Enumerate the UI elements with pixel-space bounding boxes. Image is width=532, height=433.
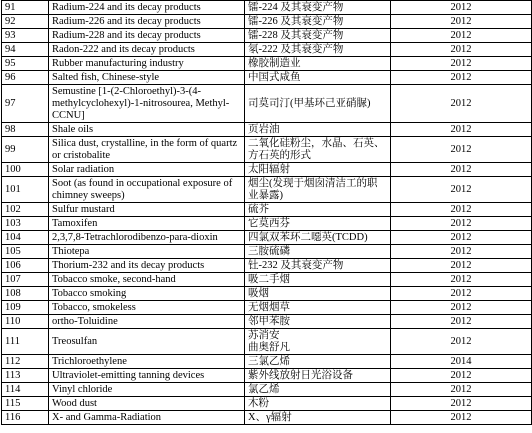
table-row [2, 71, 532, 85]
table-row [2, 355, 532, 369]
agent-name-chinese: 太阳辐射 [245, 163, 391, 177]
evaluation-year: 2012 [391, 287, 532, 301]
row-number: 111 [2, 329, 49, 355]
agent-name-chinese: 烟尘(发现于烟囱清洁工的职业暴露) [245, 177, 391, 203]
agent-name-chinese: 吸烟 [245, 287, 391, 301]
agent-name-english: Tamoxifen [49, 217, 245, 231]
agent-name-english: Radium-224 and its decay products [49, 1, 245, 15]
agent-name-chinese: 硫芥 [245, 203, 391, 217]
evaluation-year: 2012 [391, 177, 532, 203]
evaluation-year: 2012 [391, 217, 532, 231]
agent-name-english: Treosulfan [49, 329, 245, 355]
agent-name-english: 2,3,7,8-Tetrachlorodibenzo-para-dioxin [49, 231, 245, 245]
table-row [2, 397, 532, 411]
agent-name-english: Shale oils [49, 123, 245, 137]
agent-name-chinese: 木粉 [245, 397, 391, 411]
row-number: 114 [2, 383, 49, 397]
agent-name-english: Radon-222 and its decay products [49, 43, 245, 57]
evaluation-year: 2012 [391, 85, 532, 123]
evaluation-year: 2012 [391, 231, 532, 245]
row-number: 104 [2, 231, 49, 245]
evaluation-year: 2012 [391, 163, 532, 177]
table-row [2, 315, 532, 329]
row-number: 95 [2, 57, 49, 71]
row-number: 109 [2, 301, 49, 315]
agent-name-english: Salted fish, Chinese-style [49, 71, 245, 85]
agent-name-chinese: 四氯双苯环二噁英(TCDD) [245, 231, 391, 245]
row-number: 105 [2, 245, 49, 259]
evaluation-year: 2012 [391, 301, 532, 315]
agent-name-english: Tobacco smoking [49, 287, 245, 301]
evaluation-year: 2012 [391, 123, 532, 137]
agent-name-chinese: X、γ辐射 [245, 411, 391, 425]
table-row [2, 231, 532, 245]
agent-name-chinese: 无烟烟草 [245, 301, 391, 315]
table-row [2, 1, 532, 15]
table-row [2, 203, 532, 217]
row-number: 100 [2, 163, 49, 177]
row-number: 112 [2, 355, 49, 369]
row-number: 103 [2, 217, 49, 231]
agent-name-chinese: 镭-224 及其衰变产物 [245, 1, 391, 15]
table-row [2, 85, 532, 123]
evaluation-year: 2012 [391, 137, 532, 163]
row-number: 108 [2, 287, 49, 301]
table-row [2, 43, 532, 57]
agent-name-english: Thiotepa [49, 245, 245, 259]
agent-name-english: Thorium-232 and its decay products [49, 259, 245, 273]
agent-name-chinese: 二氧化硅粉尘，水晶、石英、方石英的形式 [245, 137, 391, 163]
agent-name-chinese: 镭-226 及其衰变产物 [245, 15, 391, 29]
agent-name-english: ortho-Toluidine [49, 315, 245, 329]
evaluation-year: 2012 [391, 57, 532, 71]
agent-name-english: Soot (as found in occupational exposure of chimney sweeps) [49, 177, 245, 203]
evaluation-year: 2012 [391, 383, 532, 397]
agent-name-chinese: 氯乙烯 [245, 383, 391, 397]
evaluation-year: 2012 [391, 369, 532, 383]
agent-name-english: Silica dust, crystalline, in the form of quartz or cristobalite [49, 137, 245, 163]
table-row [2, 383, 532, 397]
evaluation-year: 2012 [391, 15, 532, 29]
evaluation-year: 2012 [391, 397, 532, 411]
table-row [2, 287, 532, 301]
table-row [2, 259, 532, 273]
table-row [2, 15, 532, 29]
evaluation-year: 2012 [391, 273, 532, 287]
evaluation-year: 2014 [391, 355, 532, 369]
table-row [2, 329, 532, 355]
agent-name-english: Tobacco, smokeless [49, 301, 245, 315]
carcinogen-table [1, 0, 532, 425]
row-number: 91 [2, 1, 49, 15]
agent-name-chinese: 吸二手烟 [245, 273, 391, 287]
agent-name-english: Solar radiation [49, 163, 245, 177]
table-row [2, 273, 532, 287]
agent-name-english: Semustine [1-(2-Chloroethyl)-3-(4-methylcyclohexyl)-1-nitrosourea, Methyl-CCNU] [49, 85, 245, 123]
agent-name-english: X- and Gamma-Radiation [49, 411, 245, 425]
row-number: 107 [2, 273, 49, 287]
agent-name-chinese: 司莫司汀(甲基环己亚硝脲) [245, 85, 391, 123]
evaluation-year: 2012 [391, 315, 532, 329]
agent-name-chinese: 中国式咸鱼 [245, 71, 391, 85]
table-row [2, 245, 532, 259]
agent-name-chinese: 页岩油 [245, 123, 391, 137]
row-number: 99 [2, 137, 49, 163]
agent-name-english: Tobacco smoke, second-hand [49, 273, 245, 287]
table-row [2, 177, 532, 203]
evaluation-year: 2012 [391, 259, 532, 273]
agent-name-english: Radium-226 and its decay products [49, 15, 245, 29]
row-number: 110 [2, 315, 49, 329]
row-number: 113 [2, 369, 49, 383]
row-number: 98 [2, 123, 49, 137]
row-number: 94 [2, 43, 49, 57]
agent-name-chinese: 钍-232 及其衰变产物 [245, 259, 391, 273]
row-number: 93 [2, 29, 49, 43]
agent-name-english: Sulfur mustard [49, 203, 245, 217]
table-row [2, 163, 532, 177]
agent-name-chinese: 三氯乙烯 [245, 355, 391, 369]
row-number: 102 [2, 203, 49, 217]
evaluation-year: 2012 [391, 329, 532, 355]
evaluation-year: 2012 [391, 71, 532, 85]
evaluation-year: 2012 [391, 203, 532, 217]
row-number: 97 [2, 85, 49, 123]
agent-name-english: Ultraviolet-emitting tanning devices [49, 369, 245, 383]
row-number: 101 [2, 177, 49, 203]
evaluation-year: 2012 [391, 245, 532, 259]
table-row [2, 123, 532, 137]
table-row [2, 217, 532, 231]
table-row [2, 301, 532, 315]
evaluation-year: 2012 [391, 1, 532, 15]
table-row [2, 29, 532, 43]
agent-name-chinese: 它莫西芬 [245, 217, 391, 231]
row-number: 106 [2, 259, 49, 273]
row-number: 115 [2, 397, 49, 411]
agent-name-english: Rubber manufacturing industry [49, 57, 245, 71]
agent-name-chinese: 镭-228 及其衰变产物 [245, 29, 391, 43]
evaluation-year: 2012 [391, 29, 532, 43]
row-number: 96 [2, 71, 49, 85]
agent-name-english: Radium-228 and its decay products [49, 29, 245, 43]
row-number: 116 [2, 411, 49, 425]
table-body [2, 1, 532, 425]
agent-name-english: Trichloroethylene [49, 355, 245, 369]
evaluation-year: 2012 [391, 411, 532, 425]
agent-name-english: Wood dust [49, 397, 245, 411]
row-number: 92 [2, 15, 49, 29]
agent-name-chinese: 氡-222 及其衰变产物 [245, 43, 391, 57]
table-row [2, 137, 532, 163]
table-row [2, 369, 532, 383]
agent-name-chinese: 苏消安 曲奥舒凡 [245, 329, 391, 355]
evaluation-year: 2012 [391, 43, 532, 57]
agent-name-chinese: 邻甲苯胺 [245, 315, 391, 329]
table-row [2, 57, 532, 71]
agent-name-chinese: 橡胶制造业 [245, 57, 391, 71]
table-row [2, 411, 532, 425]
agent-name-english: Vinyl chloride [49, 383, 245, 397]
agent-name-chinese: 三胺硫磷 [245, 245, 391, 259]
agent-name-chinese: 紫外线放射日光浴设备 [245, 369, 391, 383]
